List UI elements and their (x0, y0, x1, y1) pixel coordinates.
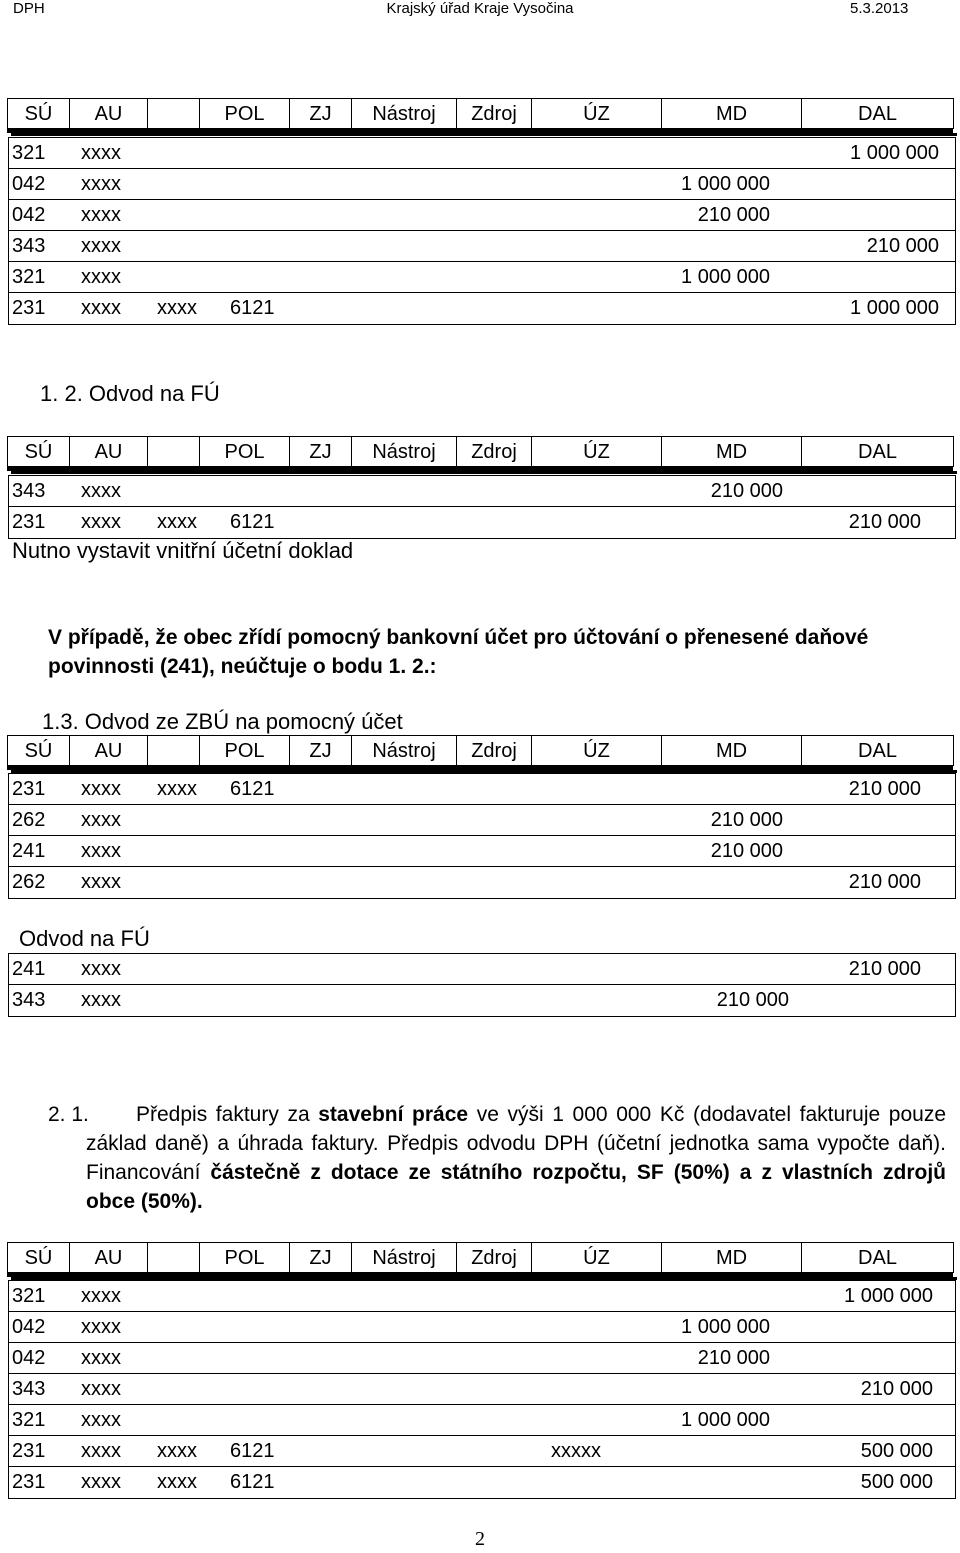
column-header: ZJ (290, 437, 352, 467)
table-cell: 042 (12, 204, 46, 226)
table-cell: 210 000 (697, 204, 770, 226)
column-header: POL (200, 437, 290, 467)
table-row (9, 954, 955, 985)
table-cell: xxxx (81, 871, 121, 893)
table-cell: xxxx (81, 1409, 121, 1431)
table-cell: 231 (12, 1440, 46, 1462)
table-cell: 321 (12, 1409, 46, 1431)
header-center: Krajský úřad Kraje Vysočina (386, 0, 574, 17)
table-row (9, 836, 955, 867)
note-pomocny-ucet: V případě, že obec zřídí pomocný bankovní účet pro účtování o přenesené daňové povinnosti (241), neúčtuje o bodu 1. 2.: (48, 626, 869, 678)
table-row (9, 1343, 955, 1374)
column-header: Zdroj (457, 99, 532, 129)
table-cell: 1 000 000 (681, 266, 770, 288)
table-row (9, 1312, 955, 1343)
table-cell: 210 000 (848, 871, 921, 893)
table-header (7, 98, 953, 136)
header-columns (7, 436, 954, 467)
table-cell: 210 000 (716, 989, 789, 1011)
column-header: ZJ (290, 99, 352, 129)
table-cell: xxxx (157, 1440, 197, 1462)
column-header: Zdroj (457, 736, 532, 766)
table-cell: xxxx (81, 989, 121, 1011)
table-cell: 042 (12, 173, 46, 195)
table-cell: 210 000 (710, 480, 783, 502)
table-cell: xxxx (157, 1471, 197, 1493)
table-cell: xxxx (81, 480, 121, 502)
section-1-3-title: 1.3. Odvod ze ZBÚ na pomocný účet (42, 709, 403, 734)
table-cell: 210 000 (848, 778, 921, 800)
table-row (9, 1374, 955, 1405)
table-row (9, 262, 955, 293)
table-cell: 042 (12, 1347, 46, 1369)
column-header: Nástroj (352, 99, 457, 129)
table-cell: 210 000 (848, 511, 921, 533)
table-cell: 042 (12, 1316, 46, 1338)
table-cell: xxxx (157, 297, 197, 319)
column-header: Nástroj (352, 437, 457, 467)
table-cell: 210 000 (848, 958, 921, 980)
table-cell: xxxx (81, 958, 121, 980)
table-cell: xxxx (81, 1378, 121, 1400)
header-columns (7, 1242, 954, 1273)
column-header: ÚZ (532, 437, 662, 467)
column-header: DAL (802, 1243, 954, 1273)
section-2-1-b2: částečně z dotace ze státního rozpočtu, SF (50%) a z vlastních zdrojů obce (50%). (86, 1161, 946, 1213)
column-header: Nástroj (352, 736, 457, 766)
table-row (9, 476, 955, 507)
section-2-1-b1: stavební práce (318, 1103, 469, 1126)
table-cell: 262 (12, 809, 46, 831)
table-cell: 241 (12, 958, 46, 980)
table-header (7, 436, 953, 474)
table-cell: 1 000 000 (850, 142, 939, 164)
column-header: Zdroj (457, 437, 532, 467)
column-header-underline (148, 736, 200, 766)
table-cell: xxxx (81, 809, 121, 831)
table-cell: xxxx (81, 778, 121, 800)
table-cell: 231 (12, 1471, 46, 1493)
table-cell: xxxx (81, 840, 121, 862)
column-header: ÚZ (532, 736, 662, 766)
page-header (0, 0, 960, 60)
table-1 (8, 137, 956, 325)
table-cell: 262 (12, 871, 46, 893)
table-row (9, 293, 955, 324)
table-row (9, 200, 955, 231)
column-header: MD (662, 437, 802, 467)
column-header: ZJ (290, 1243, 352, 1273)
column-header: POL (200, 99, 290, 129)
column-header: Zdroj (457, 1243, 532, 1273)
table-row (9, 774, 955, 805)
column-header: ÚZ (532, 99, 662, 129)
table-cell: 210 000 (860, 1378, 933, 1400)
table-cell: 231 (12, 511, 46, 533)
table-cell: xxxx (157, 778, 197, 800)
table-row (9, 1405, 955, 1436)
table-cell: xxxx (81, 1440, 121, 1462)
table-row (9, 805, 955, 836)
table-row (9, 231, 955, 262)
table-cell: xxxx (157, 511, 197, 533)
column-header: MD (662, 99, 802, 129)
table-5 (8, 1280, 956, 1499)
table-row (9, 1281, 955, 1312)
column-header: ZJ (290, 736, 352, 766)
section-2-1-t2: ve výši 1 000 000 Kč (dodavatel fakturuje pouze základ daně) a úhrada faktury. Předpis odvodu DPH (účetní jednotka sama vypočte daň). Financování (86, 1103, 947, 1184)
column-header: SÚ (8, 736, 70, 766)
header-rule-shadow (11, 133, 957, 136)
table-cell: xxxx (81, 204, 121, 226)
table-cell: 210 000 (697, 1347, 770, 1369)
section-1-2-title: 1. 2. Odvod na FÚ (40, 381, 220, 406)
table-cell: xxxx (81, 1285, 121, 1307)
table-cell: 500 000 (860, 1471, 933, 1493)
table-cell: xxxx (81, 173, 121, 195)
table-2 (8, 475, 956, 539)
table-cell: 6121 (230, 1471, 275, 1493)
column-header-underline (148, 99, 200, 129)
column-header: POL (200, 1243, 290, 1273)
table-row (9, 867, 955, 898)
column-header: DAL (802, 437, 954, 467)
table-cell: xxxxx (551, 1440, 601, 1462)
table-cell: 231 (12, 778, 46, 800)
column-header: MD (662, 736, 802, 766)
table-cell: 343 (12, 989, 46, 1011)
table-row (9, 138, 955, 169)
column-header: SÚ (8, 1243, 70, 1273)
header-date: 5.3.2013 (850, 0, 909, 17)
column-header: ÚZ (532, 1243, 662, 1273)
section-2-1-number: 2. 1. (48, 1103, 89, 1126)
table-cell: xxxx (81, 235, 121, 257)
column-header: MD (662, 1243, 802, 1273)
table-cell: xxxx (81, 142, 121, 164)
table-cell: 1 000 000 (681, 1409, 770, 1431)
table-row (9, 1467, 955, 1498)
table-header (7, 735, 953, 773)
table-cell: 321 (12, 142, 46, 164)
table-cell: xxxx (81, 511, 121, 533)
table-cell: xxxx (81, 1471, 121, 1493)
column-header: DAL (802, 736, 954, 766)
table-cell: 6121 (230, 778, 275, 800)
table-row (9, 507, 955, 538)
header-columns (7, 735, 954, 766)
column-header: AU (70, 736, 148, 766)
table-header (7, 1242, 953, 1280)
table-cell: 1 000 000 (681, 173, 770, 195)
note-doklad: Nutno vystavit vnitřní účetní doklad (12, 538, 354, 563)
header-columns (7, 98, 954, 129)
column-header-underline (148, 1243, 200, 1273)
table-row (9, 1436, 955, 1467)
section-2-1-t1: Předpis faktury za (136, 1103, 319, 1126)
table-cell: 210 000 (710, 840, 783, 862)
table-cell: xxxx (81, 266, 121, 288)
column-header: AU (70, 99, 148, 129)
table-cell: 500 000 (860, 1440, 933, 1462)
table-cell: xxxx (81, 297, 121, 319)
column-header-underline (148, 437, 200, 467)
table-cell: 343 (12, 235, 46, 257)
column-header: SÚ (8, 437, 70, 467)
table-cell: 210 000 (710, 809, 783, 831)
table-row (9, 985, 955, 1016)
section-2-1-text (86, 1100, 946, 1216)
table-cell: xxxx (81, 1316, 121, 1338)
table-cell: 321 (12, 266, 46, 288)
header-left: DPH (13, 0, 45, 17)
column-header: AU (70, 1243, 148, 1273)
table-cell: 321 (12, 1285, 46, 1307)
table-cell: 343 (12, 1378, 46, 1400)
header-rule-shadow (11, 471, 957, 474)
table-cell: 6121 (230, 297, 275, 319)
table-cell: 210 000 (866, 235, 939, 257)
table-cell: 231 (12, 297, 46, 319)
table-cell: 6121 (230, 511, 275, 533)
odvod-label: Odvod na FÚ (19, 926, 150, 951)
table-row (9, 169, 955, 200)
table-3 (8, 773, 956, 899)
column-header: AU (70, 437, 148, 467)
column-header: Nástroj (352, 1243, 457, 1273)
section-2-1 (48, 1100, 946, 1216)
column-header: DAL (802, 99, 954, 129)
table-4 (8, 953, 956, 1017)
table-cell: 1 000 000 (844, 1285, 933, 1307)
table-cell: 1 000 000 (850, 297, 939, 319)
table-cell: xxxx (81, 1347, 121, 1369)
table-cell: 1 000 000 (681, 1316, 770, 1338)
column-header: POL (200, 736, 290, 766)
table-cell: 343 (12, 480, 46, 502)
page-number: 2 (475, 1528, 485, 1550)
table-cell: 241 (12, 840, 46, 862)
column-header: SÚ (8, 99, 70, 129)
table-cell: 6121 (230, 1440, 275, 1462)
